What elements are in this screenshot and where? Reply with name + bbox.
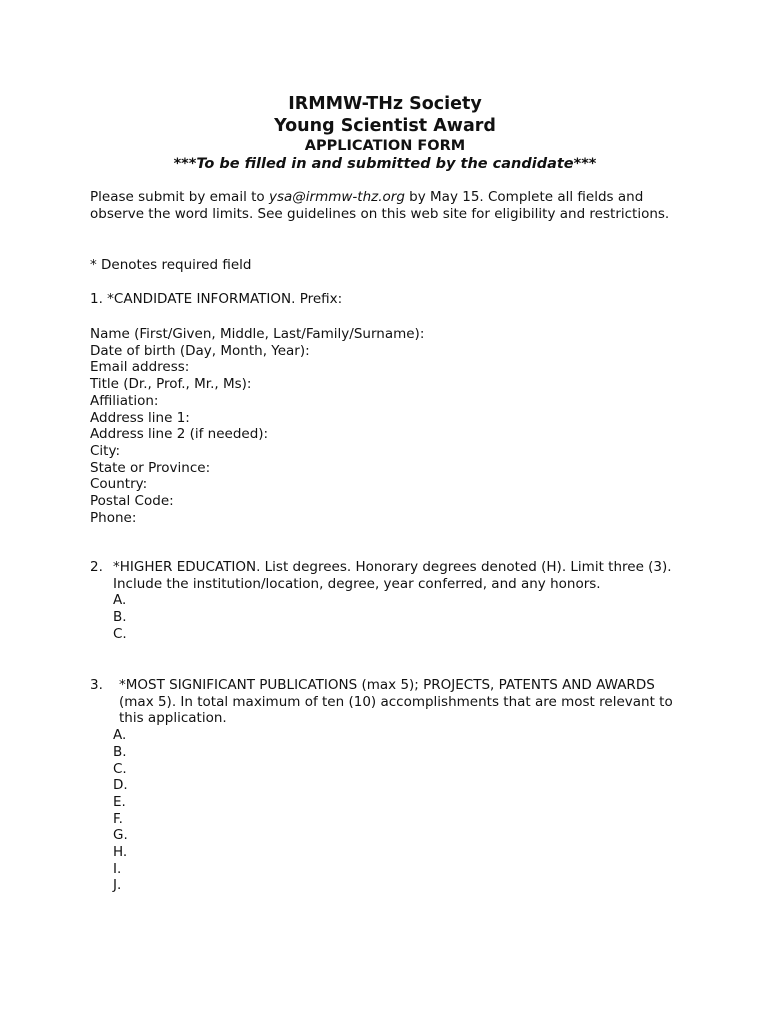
section-3-items	[113, 727, 690, 894]
field-label: Address line 2 (if needed):	[90, 426, 269, 443]
form-header	[0, 93, 770, 173]
list-item: H.	[113, 844, 128, 861]
field-label: Affiliation:	[90, 392, 159, 409]
field-label: Postal Code:	[90, 493, 174, 510]
submission-email-link[interactable]: ysa@irmmw-thz.org	[268, 189, 405, 205]
list-item: B.	[113, 743, 127, 760]
list-item: D.	[113, 777, 128, 794]
intro-paragraph	[90, 189, 670, 222]
list-item: G.	[113, 827, 128, 844]
field-label: State or Province:	[90, 459, 211, 476]
section-3-text: *MOST SIGNIFICANT PUBLICATIONS (max 5); PROJECTS, PATENTS AND AWARDS (max 5). In total maximum of ten (10) accomplishments that are most relevant to this application.	[119, 677, 673, 727]
field-label: Email address:	[90, 359, 190, 376]
list-item: B.	[113, 609, 127, 626]
society-title: IRMMW-THz Society	[288, 94, 482, 114]
list-item: C.	[113, 625, 127, 642]
section-3-number: 3.	[90, 677, 103, 693]
list-item: A.	[113, 727, 127, 744]
section-2-items	[113, 592, 690, 642]
field-label: Title (Dr., Prof., Mr., Ms):	[90, 376, 252, 393]
section-2-text: *HIGHER EDUCATION. List degrees. Honorary degrees denoted (H). Limit three (3). Include the institution/location, degree, year conferred, and any honors.	[113, 559, 672, 592]
field-label: Phone:	[90, 509, 137, 526]
candidate-note: ***To be filled in and submitted by the candidate***	[173, 156, 597, 172]
list-item: A.	[113, 592, 127, 609]
field-label: Address line 1:	[90, 409, 190, 426]
field-label: Date of birth (Day, Month, Year):	[90, 342, 310, 359]
form-title: APPLICATION FORM	[304, 138, 466, 154]
list-item: J.	[113, 877, 122, 894]
field-label: City:	[90, 442, 121, 459]
list-item: E.	[113, 793, 126, 810]
field-label: Country:	[90, 476, 148, 493]
list-item: C.	[113, 760, 127, 777]
intro-text-before: Please submit by email to	[90, 189, 269, 205]
section-2	[90, 559, 690, 643]
section-3	[90, 677, 690, 894]
list-item: I.	[113, 860, 122, 877]
section-1-heading: 1. *CANDIDATE INFORMATION. Prefix:	[90, 291, 343, 307]
list-item: F.	[113, 810, 123, 827]
field-label: Name (First/Given, Middle, Last/Family/Surname):	[90, 326, 425, 342]
award-title: Young Scientist Award	[274, 116, 496, 136]
section-2-number: 2.	[90, 559, 103, 575]
candidate-fields-list	[90, 326, 690, 526]
required-field-note: * Denotes required field	[90, 257, 252, 273]
intro-text-after: by May 15. Complete all fields and observe the word limits. See guidelines on this web site for eligibility and restrictions.	[90, 189, 670, 222]
